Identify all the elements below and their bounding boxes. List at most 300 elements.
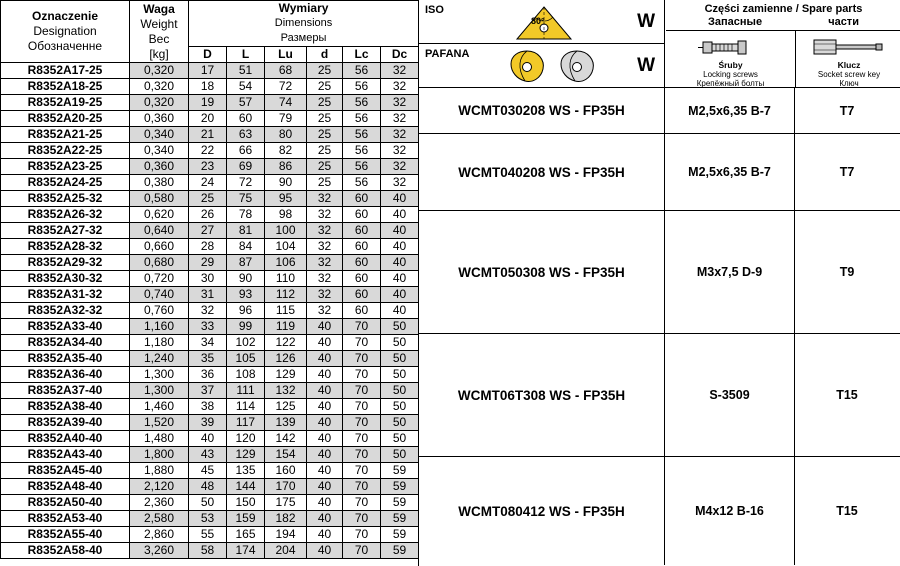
cell-weight: 0,620 xyxy=(130,207,189,223)
cell-D: 18 xyxy=(189,79,227,95)
cell-weight: 1,300 xyxy=(130,383,189,399)
cell-designation: R8352A43-40 xyxy=(1,447,130,463)
cell-Lu: 90 xyxy=(265,175,307,191)
cell-Lc: 70 xyxy=(343,479,381,495)
cell-Lu: 119 xyxy=(265,319,307,335)
cell-L: 114 xyxy=(227,399,265,415)
cell-weight: 1,460 xyxy=(130,399,189,415)
cell-L: 120 xyxy=(227,431,265,447)
table-row xyxy=(1,79,419,95)
cell-Lc: 60 xyxy=(343,207,381,223)
screw-icon xyxy=(666,31,795,61)
table-row xyxy=(1,383,419,399)
table-row xyxy=(1,399,419,415)
insert-key: T15 xyxy=(836,388,858,403)
cell-L: 105 xyxy=(227,351,265,367)
header-dimensions xyxy=(189,1,419,47)
cell-d: 25 xyxy=(307,159,343,175)
table-header xyxy=(1,1,419,63)
cell-Lc: 70 xyxy=(343,351,381,367)
cell-D: 33 xyxy=(189,319,227,335)
cell-D: 25 xyxy=(189,191,227,207)
spare-parts-columns xyxy=(666,31,900,87)
pafana-w-mark: W xyxy=(637,55,655,76)
cell-Dc: 40 xyxy=(381,271,419,287)
cell-Dc: 50 xyxy=(381,415,419,431)
cell-weight: 1,160 xyxy=(130,319,189,335)
cell-weight: 2,860 xyxy=(130,527,189,543)
spare-title-ru2: части xyxy=(828,16,859,28)
cell-Dc: 50 xyxy=(381,351,419,367)
cell-designation: R8352A23-25 xyxy=(1,159,130,175)
cell-designation: R8352A38-40 xyxy=(1,399,130,415)
cell-d: 25 xyxy=(307,95,343,111)
cell-weight: 0,340 xyxy=(130,127,189,143)
insert-groups xyxy=(419,88,900,565)
header-weight-en: Weight xyxy=(140,16,178,31)
cell-weight: 1,880 xyxy=(130,463,189,479)
header-weight-pl: Waga xyxy=(143,1,175,16)
cell-D: 29 xyxy=(189,255,227,271)
cell-D: 24 xyxy=(189,175,227,191)
cell-Lc: 56 xyxy=(343,111,381,127)
cell-d: 40 xyxy=(307,463,343,479)
cell-Lu: 98 xyxy=(265,207,307,223)
cell-L: 66 xyxy=(227,143,265,159)
cell-weight: 0,720 xyxy=(130,271,189,287)
cell-d: 40 xyxy=(307,335,343,351)
cell-weight: 0,340 xyxy=(130,143,189,159)
cell-Lc: 70 xyxy=(343,543,381,559)
cell-Dc: 32 xyxy=(381,143,419,159)
cell-Dc: 32 xyxy=(381,95,419,111)
cell-designation: R8352A39-40 xyxy=(1,415,130,431)
spare-title-ru: Запасные xyxy=(708,16,763,28)
cell-designation: R8352A48-40 xyxy=(1,479,130,495)
cell-Lu: 104 xyxy=(265,239,307,255)
insert-key: T9 xyxy=(839,265,855,280)
cell-Lc: 60 xyxy=(343,271,381,287)
insert-group-row xyxy=(419,457,900,565)
table-row xyxy=(1,271,419,287)
table-row xyxy=(1,495,419,511)
cell-Dc: 32 xyxy=(381,111,419,127)
cell-d: 40 xyxy=(307,431,343,447)
cell-designation: R8352A32-32 xyxy=(1,303,130,319)
table-row xyxy=(1,319,419,335)
cell-designation: R8352A29-32 xyxy=(1,255,130,271)
cell-d: 32 xyxy=(307,255,343,271)
key-caption-ru: Ключ xyxy=(839,79,859,88)
cell-D: 37 xyxy=(189,383,227,399)
cell-Dc: 50 xyxy=(381,335,419,351)
cell-D: 53 xyxy=(189,511,227,527)
cell-weight: 0,360 xyxy=(130,111,189,127)
header-col-Dc: Dc xyxy=(381,47,419,63)
cell-D: 21 xyxy=(189,127,227,143)
cell-L: 144 xyxy=(227,479,265,495)
cell-Dc: 50 xyxy=(381,447,419,463)
cell-L: 51 xyxy=(227,63,265,79)
header-designation-ru: Обозначенне xyxy=(27,39,103,53)
table-row xyxy=(1,415,419,431)
spare-parts-header xyxy=(666,0,900,88)
cell-D: 55 xyxy=(189,527,227,543)
cell-designation: R8352A17-25 xyxy=(1,63,130,79)
cell-Lc: 60 xyxy=(343,303,381,319)
cell-D: 43 xyxy=(189,447,227,463)
iso-w-mark: W xyxy=(637,11,655,32)
iso-row xyxy=(419,0,665,44)
cell-D: 26 xyxy=(189,207,227,223)
cell-designation: R8352A24-25 xyxy=(1,175,130,191)
insert-designation: WCMT080412 WS - FP35H xyxy=(419,457,665,565)
header-weight xyxy=(130,1,189,63)
cell-L: 78 xyxy=(227,207,265,223)
table-row xyxy=(1,431,419,447)
header-dimensions-pl: Wymiary xyxy=(278,1,329,15)
cell-designation: R8352A34-40 xyxy=(1,335,130,351)
header-designation-en: Designation xyxy=(33,24,97,38)
cell-D: 27 xyxy=(189,223,227,239)
cell-designation: R8352A35-40 xyxy=(1,351,130,367)
cell-Lu: 74 xyxy=(265,95,307,111)
header-designation-pl: Oznaczenie xyxy=(31,9,99,23)
cell-D: 48 xyxy=(189,479,227,495)
cell-weight: 1,480 xyxy=(130,431,189,447)
cell-D: 58 xyxy=(189,543,227,559)
cell-designation: R8352A31-32 xyxy=(1,287,130,303)
cell-Lc: 70 xyxy=(343,431,381,447)
insert-screw: M3x7,5 D-9 xyxy=(665,211,795,333)
cell-d: 32 xyxy=(307,223,343,239)
key-caption-en: Socket screw key xyxy=(817,70,881,79)
insert-designation: WCMT06T308 WS - FP35H xyxy=(419,334,665,456)
cell-designation: R8352A55-40 xyxy=(1,527,130,543)
cell-designation: R8352A36-40 xyxy=(1,367,130,383)
insert-screw: S-3509 xyxy=(665,334,795,456)
cell-Dc: 32 xyxy=(381,127,419,143)
cell-D: 38 xyxy=(189,399,227,415)
table-row xyxy=(1,207,419,223)
table-row xyxy=(1,159,419,175)
cell-weight: 0,360 xyxy=(130,159,189,175)
cell-designation: R8352A28-32 xyxy=(1,239,130,255)
spare-title-en: Spare parts xyxy=(801,3,863,15)
cell-L: 54 xyxy=(227,79,265,95)
cell-d: 40 xyxy=(307,383,343,399)
table-row xyxy=(1,527,419,543)
cell-Lu: 80 xyxy=(265,127,307,143)
cell-Dc: 50 xyxy=(381,383,419,399)
insert-designation: WCMT030208 WS - FP35H xyxy=(419,88,665,133)
table-row xyxy=(1,543,419,559)
spare-title-pl: Części zamienne xyxy=(704,3,793,15)
cell-weight: 2,580 xyxy=(130,511,189,527)
header-weight-ru: Вес xyxy=(148,31,170,46)
cell-Lc: 70 xyxy=(343,367,381,383)
cell-d: 40 xyxy=(307,351,343,367)
cell-designation: R8352A30-32 xyxy=(1,271,130,287)
table-row xyxy=(1,447,419,463)
cell-designation: R8352A26-32 xyxy=(1,207,130,223)
insert-designation: WCMT040208 WS - FP35H xyxy=(419,134,665,210)
cell-d: 32 xyxy=(307,287,343,303)
iso-label: ISO xyxy=(425,4,444,16)
header-dimensions-en: Dimensions xyxy=(274,17,333,29)
cell-Lu: 110 xyxy=(265,271,307,287)
table-row xyxy=(1,63,419,79)
cell-Lc: 70 xyxy=(343,399,381,415)
cell-d: 40 xyxy=(307,319,343,335)
cell-L: 174 xyxy=(227,543,265,559)
cell-Lu: 112 xyxy=(265,287,307,303)
cell-Lu: 129 xyxy=(265,367,307,383)
cell-Lu: 115 xyxy=(265,303,307,319)
cell-Lc: 70 xyxy=(343,447,381,463)
cell-Lu: 125 xyxy=(265,399,307,415)
spare-parts-title xyxy=(666,0,900,31)
cell-D: 36 xyxy=(189,367,227,383)
iso-angle-label: 80° xyxy=(531,16,545,26)
torx-key-icon xyxy=(797,31,900,61)
insert-designation: WCMT050308 WS - FP35H xyxy=(419,211,665,333)
table-row xyxy=(1,287,419,303)
cell-Lu: 95 xyxy=(265,191,307,207)
cell-designation: R8352A45-40 xyxy=(1,463,130,479)
cell-Lc: 70 xyxy=(343,415,381,431)
cell-d: 40 xyxy=(307,511,343,527)
cell-Lc: 60 xyxy=(343,255,381,271)
cell-Lc: 70 xyxy=(343,511,381,527)
cell-Lu: 68 xyxy=(265,63,307,79)
cell-D: 50 xyxy=(189,495,227,511)
spare-col-key xyxy=(797,31,900,87)
pafana-insert-shapes-icon xyxy=(505,48,605,86)
cell-D: 39 xyxy=(189,415,227,431)
cell-D: 31 xyxy=(189,287,227,303)
cell-D: 40 xyxy=(189,431,227,447)
cell-Dc: 50 xyxy=(381,431,419,447)
cell-d: 40 xyxy=(307,367,343,383)
cell-Lu: 82 xyxy=(265,143,307,159)
cell-Lu: 132 xyxy=(265,383,307,399)
cell-d: 25 xyxy=(307,63,343,79)
cell-L: 129 xyxy=(227,447,265,463)
cell-Dc: 40 xyxy=(381,255,419,271)
cell-D: 34 xyxy=(189,335,227,351)
cell-L: 87 xyxy=(227,255,265,271)
table-row xyxy=(1,111,419,127)
cell-weight: 0,380 xyxy=(130,175,189,191)
cell-d: 25 xyxy=(307,79,343,95)
spare-title-sep: / xyxy=(795,3,799,15)
cell-Lc: 70 xyxy=(343,463,381,479)
cell-Lc: 70 xyxy=(343,527,381,543)
table-body xyxy=(1,63,419,559)
cell-Lc: 60 xyxy=(343,239,381,255)
cell-Dc: 40 xyxy=(381,207,419,223)
cell-L: 75 xyxy=(227,191,265,207)
insert-group-row xyxy=(419,211,900,334)
cell-L: 63 xyxy=(227,127,265,143)
table-row xyxy=(1,367,419,383)
cell-D: 28 xyxy=(189,239,227,255)
cell-L: 102 xyxy=(227,335,265,351)
cell-L: 57 xyxy=(227,95,265,111)
cell-Lu: 72 xyxy=(265,79,307,95)
header-designation xyxy=(1,1,130,63)
cell-Dc: 32 xyxy=(381,175,419,191)
cell-Lc: 60 xyxy=(343,223,381,239)
cell-L: 111 xyxy=(227,383,265,399)
cell-Lu: 106 xyxy=(265,255,307,271)
cell-Dc: 40 xyxy=(381,223,419,239)
cell-L: 69 xyxy=(227,159,265,175)
cell-Lc: 70 xyxy=(343,383,381,399)
table-row xyxy=(1,191,419,207)
cell-d: 25 xyxy=(307,175,343,191)
cell-weight: 0,640 xyxy=(130,223,189,239)
cell-designation: R8352A22-25 xyxy=(1,143,130,159)
cell-designation: R8352A21-25 xyxy=(1,127,130,143)
insert-group-row xyxy=(419,88,900,134)
table-row xyxy=(1,127,419,143)
insert-group-row xyxy=(419,334,900,457)
insert-key: T7 xyxy=(839,103,855,118)
cell-Lu: 139 xyxy=(265,415,307,431)
header-col-Lc: Lc xyxy=(343,47,381,63)
cell-L: 150 xyxy=(227,495,265,511)
header-col-d: d xyxy=(307,47,343,63)
cell-Lc: 70 xyxy=(343,495,381,511)
insert-screw: M2,5x6,35 B-7 xyxy=(665,88,795,133)
cell-L: 72 xyxy=(227,175,265,191)
cell-d: 25 xyxy=(307,143,343,159)
inserts-panel xyxy=(418,0,900,566)
cell-designation: R8352A40-40 xyxy=(1,431,130,447)
cell-Lu: 204 xyxy=(265,543,307,559)
cell-Lu: 122 xyxy=(265,335,307,351)
spare-col-screws xyxy=(666,31,796,87)
cell-L: 108 xyxy=(227,367,265,383)
screws-caption-en: Locking screws xyxy=(703,70,758,79)
cell-L: 117 xyxy=(227,415,265,431)
cell-D: 22 xyxy=(189,143,227,159)
cell-designation: R8352A53-40 xyxy=(1,511,130,527)
cell-L: 96 xyxy=(227,303,265,319)
cell-weight: 1,800 xyxy=(130,447,189,463)
cell-d: 32 xyxy=(307,191,343,207)
cell-L: 90 xyxy=(227,271,265,287)
cell-Dc: 50 xyxy=(381,399,419,415)
cell-Lu: 100 xyxy=(265,223,307,239)
cell-d: 25 xyxy=(307,127,343,143)
cell-Lc: 56 xyxy=(343,175,381,191)
table-row xyxy=(1,239,419,255)
standards-block xyxy=(419,0,665,88)
cell-Lc: 70 xyxy=(343,319,381,335)
cell-Lu: 86 xyxy=(265,159,307,175)
cell-weight: 0,320 xyxy=(130,79,189,95)
cell-weight: 0,320 xyxy=(130,63,189,79)
cell-designation: R8352A50-40 xyxy=(1,495,130,511)
table-row xyxy=(1,175,419,191)
cell-designation: R8352A33-40 xyxy=(1,319,130,335)
cell-weight: 0,580 xyxy=(130,191,189,207)
cell-d: 40 xyxy=(307,447,343,463)
table-row xyxy=(1,335,419,351)
cell-D: 23 xyxy=(189,159,227,175)
insert-screw: M2,5x6,35 B-7 xyxy=(665,134,795,210)
cell-Lc: 56 xyxy=(343,63,381,79)
cell-Lc: 56 xyxy=(343,95,381,111)
cell-Lc: 56 xyxy=(343,143,381,159)
screws-caption xyxy=(666,61,795,88)
cell-L: 159 xyxy=(227,511,265,527)
cell-d: 40 xyxy=(307,479,343,495)
table-row xyxy=(1,479,419,495)
inserts-panel-header xyxy=(419,0,900,88)
cell-Lc: 60 xyxy=(343,191,381,207)
dimensions-table xyxy=(0,0,419,559)
cell-Dc: 50 xyxy=(381,319,419,335)
table-row xyxy=(1,95,419,111)
cell-d: 40 xyxy=(307,415,343,431)
cell-weight: 1,240 xyxy=(130,351,189,367)
cell-Lu: 160 xyxy=(265,463,307,479)
cell-D: 19 xyxy=(189,95,227,111)
header-col-Lu: Lu xyxy=(265,47,307,63)
cell-Dc: 32 xyxy=(381,79,419,95)
cell-d: 25 xyxy=(307,111,343,127)
cell-weight: 0,320 xyxy=(130,95,189,111)
cell-D: 45 xyxy=(189,463,227,479)
key-caption xyxy=(797,61,900,88)
cell-d: 32 xyxy=(307,239,343,255)
cell-Dc: 59 xyxy=(381,463,419,479)
cell-weight: 2,120 xyxy=(130,479,189,495)
cell-Dc: 32 xyxy=(381,159,419,175)
cell-Lu: 170 xyxy=(265,479,307,495)
cell-designation: R8352A25-32 xyxy=(1,191,130,207)
cell-L: 165 xyxy=(227,527,265,543)
cell-weight: 0,740 xyxy=(130,287,189,303)
cell-Lu: 126 xyxy=(265,351,307,367)
cell-L: 99 xyxy=(227,319,265,335)
cell-L: 84 xyxy=(227,239,265,255)
table-row xyxy=(1,463,419,479)
cell-Dc: 59 xyxy=(381,479,419,495)
cell-L: 93 xyxy=(227,287,265,303)
cell-d: 40 xyxy=(307,543,343,559)
insert-screw: M4x12 B-16 xyxy=(665,457,795,565)
cell-weight: 1,520 xyxy=(130,415,189,431)
header-col-L: L xyxy=(227,47,265,63)
table-row xyxy=(1,143,419,159)
cell-Dc: 40 xyxy=(381,287,419,303)
cell-D: 20 xyxy=(189,111,227,127)
cell-designation: R8352A20-25 xyxy=(1,111,130,127)
cell-L: 60 xyxy=(227,111,265,127)
insert-key: T7 xyxy=(839,165,855,180)
cell-D: 35 xyxy=(189,351,227,367)
cell-Dc: 59 xyxy=(381,527,419,543)
cell-Lc: 56 xyxy=(343,79,381,95)
cell-d: 32 xyxy=(307,271,343,287)
cell-Lu: 175 xyxy=(265,495,307,511)
cell-weight: 0,660 xyxy=(130,239,189,255)
